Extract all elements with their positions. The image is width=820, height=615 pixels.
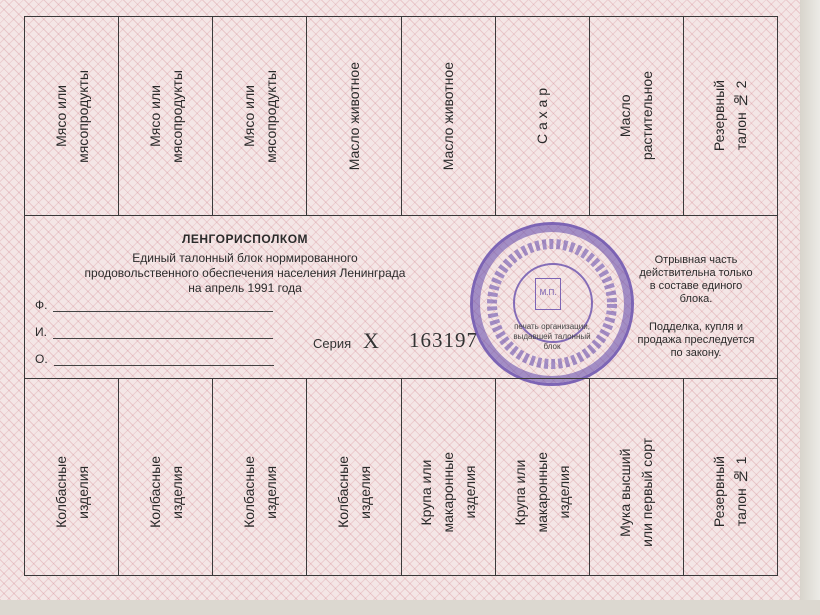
surname-field <box>35 298 273 312</box>
coupon-sausage-4 <box>307 379 401 575</box>
coupon-label: Колбасные изделия <box>240 456 279 528</box>
coupon-sugar <box>496 17 590 215</box>
serial-number: 163197 <box>409 328 478 352</box>
coupon-meat-3 <box>213 17 307 215</box>
coupon-label: Мясо или мясопродукты <box>146 69 185 163</box>
coupon-vegetable-oil <box>590 17 684 215</box>
top-coupon-row <box>24 16 778 216</box>
coupon-reserve-1 <box>684 379 777 575</box>
coupon-label: Мясо или мясопродукты <box>52 69 91 163</box>
coupon-label: Масло животное <box>345 61 362 171</box>
name-line <box>53 328 273 339</box>
coupon-reserve-2 <box>684 17 777 215</box>
patronymic-field <box>35 352 274 366</box>
patronymic-line <box>54 355 274 366</box>
stub-section <box>24 214 778 378</box>
coupon-label: Колбасные изделия <box>334 456 373 528</box>
coupon-grain-1 <box>402 379 496 575</box>
coupon-grain-2 <box>496 379 590 575</box>
coupon-label: Мука высший или первый сорт <box>617 437 656 547</box>
coupon-sausage-1 <box>25 379 119 575</box>
issuer-title: ЛЕНГОРИСПОЛКОМ <box>181 232 309 246</box>
coupon-label: Крупа или макаронные изделия <box>418 451 479 533</box>
coupon-label: Мясо или мясопродукты <box>240 69 279 163</box>
official-stamp <box>470 222 634 386</box>
coupon-flour <box>590 379 684 575</box>
block-heading: Единый талонный блок нормированного продовольственного обеспечения населения Ленинграда на апрель 1991 года <box>84 251 406 295</box>
stamp-caption: печать организации, выдавшей талонный блок <box>513 322 591 351</box>
coupon-label: Колбасные изделия <box>52 456 91 528</box>
patronymic-label: О. <box>35 352 48 366</box>
validity-note: Отрывная часть действительна только в составе единого блока. <box>639 254 753 305</box>
background-edge-right <box>800 0 820 615</box>
name-label: И. <box>35 325 47 339</box>
coupon-meat-1 <box>25 17 119 215</box>
coupon-label: Резервный талон № 2 <box>711 80 750 152</box>
series-label: Серия <box>313 336 352 351</box>
coupon-label: Колбасные изделия <box>146 456 185 528</box>
coupon-label: С а х а р <box>534 87 551 145</box>
surname-label: Ф. <box>35 298 48 312</box>
stamp-mp-box: М.П. <box>535 278 561 310</box>
coupon-label: Крупа или макаронные изделия <box>512 451 573 533</box>
forgery-warning: Подделка, купля и продажа преследуется по закону. <box>637 321 755 359</box>
name-field <box>35 325 273 339</box>
coupon-sausage-3 <box>213 379 307 575</box>
series-value: Х <box>363 328 379 353</box>
coupon-butter-2 <box>402 17 496 215</box>
coupon-label: Масло растительное <box>617 71 656 161</box>
surname-line <box>53 301 273 312</box>
coupon-label: Масло животное <box>440 61 457 171</box>
bottom-coupon-row <box>24 378 778 576</box>
coupon-sausage-2 <box>119 379 213 575</box>
coupon-butter-1 <box>307 17 401 215</box>
coupon-meat-2 <box>119 17 213 215</box>
coupon-label: Резервный талон № 1 <box>711 456 750 528</box>
background-edge-bottom <box>0 600 820 615</box>
